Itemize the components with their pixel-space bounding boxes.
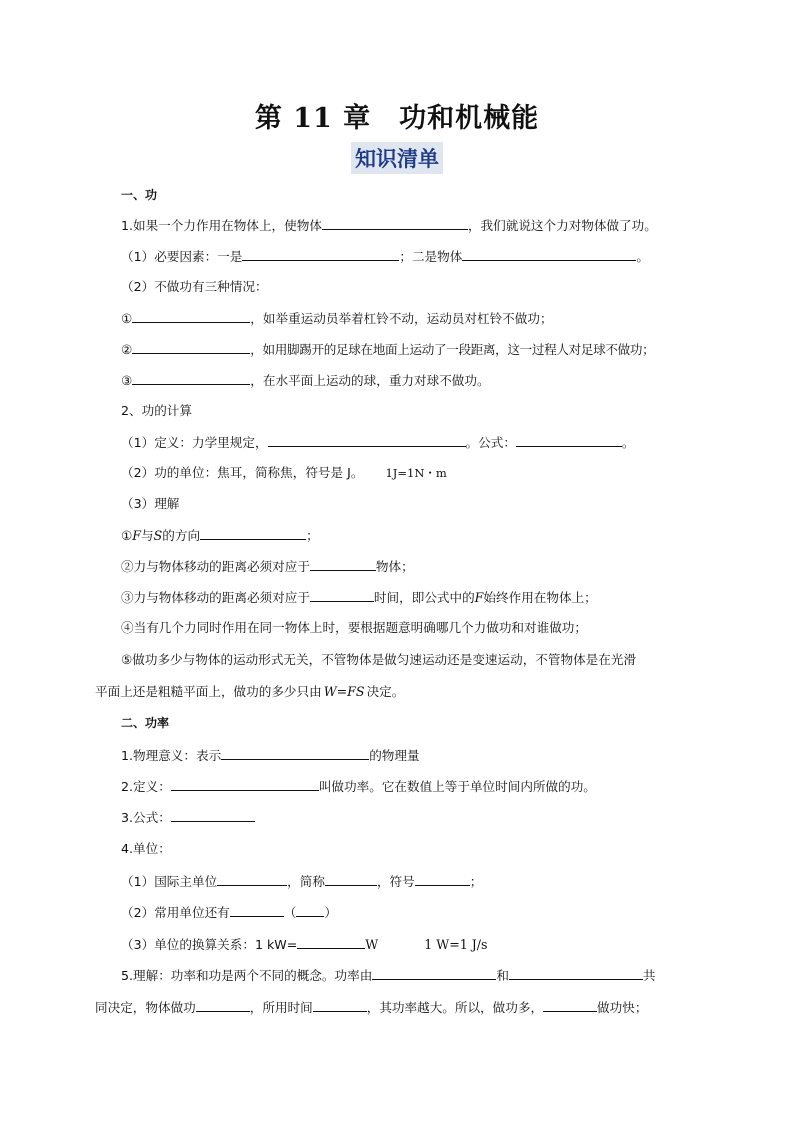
work-factors [121, 247, 649, 266]
text: （2）功的单位：焦耳，简称焦，符号是 J。 [121, 465, 364, 480]
text: （3）单位的换算关系：1 kW= [121, 937, 298, 952]
text: （ [283, 905, 297, 920]
understanding-heading: （3）理解 [121, 496, 180, 511]
text: 平面上还是粗糙平面上，做功的多少只由 [95, 684, 322, 699]
symbol-f: F [132, 528, 142, 543]
power-unit-conversion [121, 935, 488, 954]
subtitle-highlight: 知识清单 [351, 142, 443, 174]
answer-blank[interactable] [132, 371, 250, 385]
text: 1.如果一个力作用在物体上，使物体 [121, 218, 322, 233]
unit-equation: 1J=1N・m [385, 466, 447, 480]
text: ，我们就说这个力对物体做了功。 [467, 218, 657, 233]
text: ） [324, 905, 337, 920]
text: 时间，即公式中的 [373, 590, 475, 605]
text: （1）必要因素：一是 [121, 249, 243, 264]
symbol-s: S [153, 528, 163, 543]
text: 。 [621, 435, 635, 450]
text: （2）常用单位还有 [121, 905, 230, 920]
power-unit-heading: 4.单位： [121, 841, 171, 856]
no-work-intro: （2）不做功有三种情况： [121, 279, 268, 294]
symbol-f: F [474, 590, 484, 605]
answer-blank[interactable] [132, 340, 250, 354]
text: 的物理量 [369, 748, 420, 763]
no-work-case-1 [121, 309, 553, 328]
answer-blank[interactable] [296, 903, 324, 917]
subtitle-wrap [0, 142, 794, 174]
understanding-2 [121, 557, 414, 576]
answer-blank[interactable] [171, 777, 319, 791]
answer-blank[interactable] [297, 935, 365, 949]
text: 和 [496, 968, 509, 983]
power-understanding-line-2 [95, 998, 647, 1017]
section-heading-power: 二、功率 [121, 716, 170, 730]
text: ② [121, 342, 133, 357]
text: W [365, 937, 379, 952]
answer-blank[interactable] [200, 526, 306, 540]
answer-blank[interactable] [325, 872, 377, 886]
text: 同决定，物体做功 [95, 1000, 196, 1015]
text: ，如举重运动员举着杠铃不动，运动员对杠铃不做功； [250, 311, 553, 326]
text: （1）定义：力学里规定， [121, 435, 268, 450]
answer-blank[interactable] [322, 216, 468, 230]
work-unit [121, 464, 447, 482]
text: 叫做功率。它在数值上等于单位时间内所做的功。 [318, 779, 596, 794]
text: ；二是物体 [399, 249, 463, 264]
text: ① [121, 528, 133, 543]
answer-blank[interactable] [462, 247, 636, 261]
answer-blank[interactable] [509, 966, 643, 980]
power-definition [121, 777, 596, 796]
text: 3.公式： [121, 810, 171, 825]
text: 。 [636, 249, 649, 264]
text: ②力与物体移动的距离必须对应于 [121, 559, 310, 574]
understanding-3 [121, 588, 597, 607]
section-heading-work-calc: 2、功的计算 [121, 403, 192, 418]
answer-blank[interactable] [310, 588, 374, 602]
text: ，所用时间 [249, 1000, 313, 1015]
text: ，简称 [287, 874, 325, 889]
text: 共 [642, 968, 656, 983]
text: （1）国际主单位 [121, 874, 218, 889]
text: 2.定义： [121, 779, 171, 794]
power-formula [121, 808, 255, 827]
text: ③力与物体移动的距离必须对应于 [121, 590, 310, 605]
text: 5.理解：功率和功是两个不同的概念。功率由 [121, 968, 373, 983]
answer-blank[interactable] [230, 903, 284, 917]
text: ① [121, 311, 133, 326]
no-work-case-3 [121, 371, 490, 390]
text: ，其功率越大。所以，做功多， [366, 1000, 544, 1015]
text: 物体； [375, 559, 414, 574]
formula-w-fs: W=FS [323, 684, 365, 699]
answer-blank[interactable] [313, 998, 367, 1012]
text: 决定。 [366, 684, 405, 699]
answer-blank[interactable] [217, 872, 287, 886]
understanding-1 [121, 526, 319, 545]
answer-blank[interactable] [415, 872, 470, 886]
answer-blank[interactable] [132, 309, 250, 323]
answer-blank[interactable] [372, 966, 496, 980]
answer-blank[interactable] [310, 557, 376, 571]
text: 的方向 [162, 528, 201, 543]
work-definition [121, 216, 657, 235]
no-work-case-2 [121, 340, 654, 359]
answer-blank[interactable] [242, 247, 399, 261]
text: 始终作用在物体上； [483, 590, 597, 605]
text: 与 [141, 528, 154, 543]
text: ； [306, 528, 319, 543]
power-meaning [121, 746, 420, 765]
text: ，在水平面上运动的球，重力对球不做功。 [250, 373, 490, 388]
text: ； [469, 874, 483, 889]
chapter-title: 第 11 章 功和机械能 [254, 103, 540, 134]
answer-blank[interactable] [543, 998, 597, 1012]
power-unit-si [121, 872, 482, 891]
answer-blank[interactable] [268, 433, 466, 447]
text: ，如用脚踢开的足球在地面上运动了一段距离，这一过程人对足球不做功； [250, 342, 655, 357]
understanding-4: ④当有几个力同时作用在同一物体上时，要根据题意明确哪几个力做功和对谁做功； [121, 620, 587, 635]
work-formula-definition [121, 433, 635, 452]
text: 1 W=1 J/s [424, 937, 488, 952]
understanding-5-line-1: ⑤做功多少与物体的运动形式无关，不管物体是做匀速运动还是变速运动，不管物体是在光滑 [121, 652, 637, 667]
answer-blank[interactable] [196, 998, 250, 1012]
answer-blank[interactable] [516, 433, 622, 447]
understanding-5-line-2 [95, 683, 404, 701]
power-understanding-line-1 [121, 966, 656, 985]
text: ③ [121, 373, 133, 388]
answer-blank[interactable] [221, 746, 369, 760]
text: 做功快； [597, 1000, 648, 1015]
text: ，符号 [376, 874, 415, 889]
text: 1.物理意义：表示 [121, 748, 222, 763]
power-unit-common [121, 903, 337, 922]
answer-blank[interactable] [171, 808, 255, 822]
text: 。公式： [465, 435, 516, 450]
section-heading-work: 一、功 [121, 188, 158, 202]
